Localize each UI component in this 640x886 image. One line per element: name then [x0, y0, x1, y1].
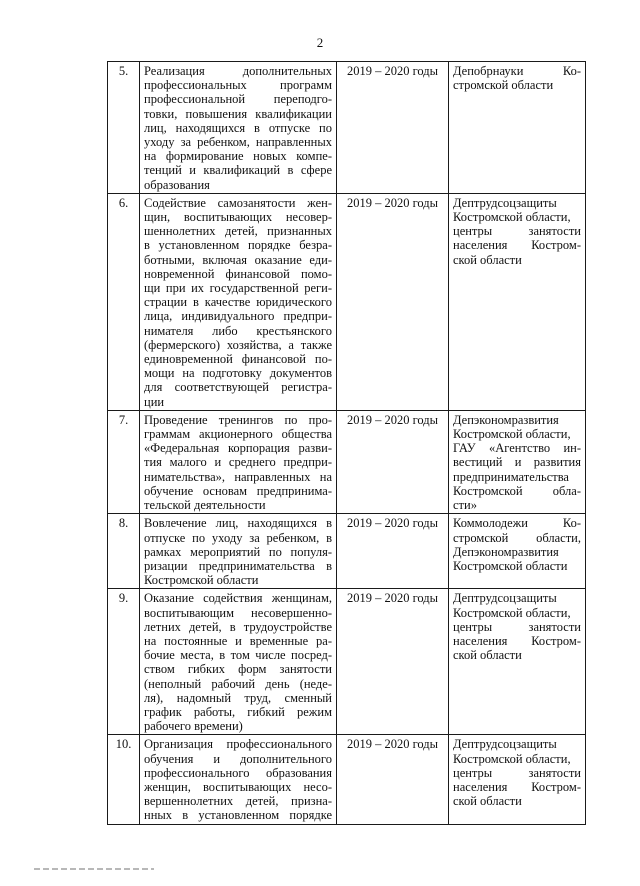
- executor-line: населения Костром-: [453, 779, 581, 794]
- description-line: Реализация дополнительных: [144, 64, 332, 78]
- description-line: профессиональной переподго-: [144, 92, 332, 107]
- executor-line: предпринимательства: [453, 469, 569, 484]
- implementation-period: 2019 – 2020 годы: [337, 735, 449, 824]
- description-line: для соответствующей регистра-: [144, 380, 332, 395]
- row-number: 7.: [108, 410, 140, 513]
- executor-line: Депэкономразвития: [453, 412, 559, 427]
- executor-line: Костромской области,: [453, 210, 571, 225]
- row-number: 6.: [108, 193, 140, 410]
- row-number: 5.: [108, 62, 140, 194]
- responsible-executors: [449, 410, 586, 513]
- measure-description: [140, 410, 337, 513]
- description-line: женщин, воспитывающих несо-: [144, 779, 332, 794]
- description-line: мощи на подготовку документов: [144, 366, 332, 381]
- table-row: [108, 193, 586, 410]
- executor-line: Костромской области: [453, 558, 568, 573]
- description-line: граммам акционерного общества: [144, 427, 332, 442]
- description-line: график работы, гибкий режим: [144, 704, 332, 719]
- description-line: на постоянные и временные ра-: [144, 633, 332, 648]
- implementation-period: 2019 – 2020 годы: [337, 62, 449, 194]
- executor-line: стромской области: [453, 78, 554, 93]
- description-line: Оказание содействия женщинам,: [144, 591, 332, 606]
- description-line: в установленном порядке безра-: [144, 238, 332, 253]
- executor-line: центры занятости: [453, 765, 581, 780]
- description-line: «Федеральная корпорация разви-: [144, 441, 332, 456]
- responsible-executors: [449, 735, 586, 824]
- description-line: ризации предпринимательства в: [144, 558, 332, 573]
- executor-line: Дептрудсоцзащиты: [453, 591, 557, 606]
- executor-line: сти»: [453, 498, 477, 513]
- row-number: 8.: [108, 514, 140, 589]
- implementation-period: 2019 – 2020 годы: [337, 193, 449, 410]
- description-line: Проведение тренингов по про-: [144, 412, 332, 427]
- description-line: новременной финансовой помо-: [144, 266, 332, 281]
- description-line: нных в установленном порядке: [144, 808, 332, 823]
- description-line: вершеннолетних детей, призна-: [144, 794, 332, 809]
- executor-line: населения Костром-: [453, 238, 581, 253]
- executor-line: центры занятости: [453, 224, 581, 239]
- executor-line: Депэкономразвития: [453, 544, 559, 559]
- measure-description: [140, 514, 337, 589]
- description-line: единовременной финансовой по-: [144, 352, 332, 367]
- measure-description: [140, 735, 337, 824]
- table-row: [108, 410, 586, 513]
- description-line: воспитывающим несовершенно-: [144, 605, 332, 620]
- description-line: бочие места, в том числе посред-: [144, 648, 332, 663]
- executor-line: вестиций и развития: [453, 455, 581, 470]
- implementation-period: 2019 – 2020 годы: [337, 589, 449, 735]
- table-row: [108, 735, 586, 824]
- description-line: ля), надомный труд, сменный: [144, 690, 332, 705]
- executor-line: ской области: [453, 648, 522, 663]
- executor-line: Костромской области,: [453, 751, 571, 766]
- description-line: тия малого и среднего предпри-: [144, 455, 332, 470]
- executor-line: Коммолодежи Ко-: [453, 516, 581, 531]
- description-line: (неполный рабочий день (неде-: [144, 676, 332, 691]
- description-line: лиц, находящихся в отпуске по: [144, 120, 332, 135]
- description-line: профессиональных программ: [144, 78, 332, 93]
- description-line: ции: [144, 394, 165, 409]
- executor-line: Дептрудсоцзащиты: [453, 737, 557, 752]
- description-line: образования: [144, 177, 210, 192]
- description-line: лица, индивидуального предпри-: [144, 309, 332, 324]
- footer-scan-mark: [34, 868, 154, 870]
- executor-line: Костромской обла-: [453, 483, 581, 498]
- description-line: Организация профессионального: [144, 737, 332, 752]
- executor-line: Костромской области,: [453, 605, 571, 620]
- description-line: рабочего времени): [144, 719, 243, 734]
- description-line: ством гибких форм занятости: [144, 662, 332, 677]
- description-line: рамках мероприятий по популя-: [144, 544, 332, 559]
- description-line: щин, воспитывающих несовер-: [144, 210, 332, 225]
- description-line: товки, повышения квалификации: [144, 106, 332, 121]
- implementation-period: 2019 – 2020 годы: [337, 410, 449, 513]
- description-line: профессионального образования: [144, 765, 332, 780]
- description-line: Костромской области: [144, 573, 259, 588]
- executor-line: населения Костром-: [453, 633, 581, 648]
- table-row: [108, 514, 586, 589]
- description-line: Вовлечение лиц, находящихся в: [144, 516, 332, 531]
- responsible-executors: [449, 514, 586, 589]
- executor-line: ской области: [453, 794, 522, 809]
- description-line: шеннолетних детей, признанных: [144, 224, 332, 239]
- measure-description: [140, 193, 337, 410]
- description-line: страции в качестве юридического: [144, 295, 332, 310]
- description-line: обучение основам предпринима-: [144, 483, 332, 498]
- description-line: уходу за ребенком, направленных: [144, 135, 332, 150]
- measure-description: [140, 589, 337, 735]
- executor-line: стромской области,: [453, 530, 581, 545]
- responsible-executors: [449, 193, 586, 410]
- description-line: отпуске по уходу за ребенком, в: [144, 530, 332, 545]
- table-row: [108, 62, 586, 194]
- description-line: ботными, включая оказание еди-: [144, 252, 332, 267]
- executor-line: Костромской области,: [453, 427, 571, 442]
- executor-line: Депобрнауки Ко-: [453, 64, 581, 78]
- measures-table: [107, 61, 586, 825]
- description-line: Содействие самозанятости жен-: [144, 195, 332, 210]
- measure-description: [140, 62, 337, 194]
- page-number: 2: [316, 35, 324, 50]
- description-line: на формирование новых компе-: [144, 149, 332, 164]
- executor-line: Дептрудсоцзащиты: [453, 195, 557, 210]
- description-line: обучения и дополнительного: [144, 751, 332, 766]
- description-line: летних детей, в трудоустройстве: [144, 619, 332, 634]
- description-line: тенций и квалификаций в сфере: [144, 163, 332, 178]
- row-number: 9.: [108, 589, 140, 735]
- row-number: 10.: [108, 735, 140, 824]
- executor-line: ской области: [453, 252, 522, 267]
- description-line: нимательства», направленных на: [144, 469, 332, 484]
- responsible-executors: [449, 589, 586, 735]
- table-body: [108, 62, 586, 825]
- implementation-period: 2019 – 2020 годы: [337, 514, 449, 589]
- description-line: щи при их государственной реги-: [144, 281, 332, 296]
- description-line: тельской деятельности: [144, 498, 266, 513]
- executor-line: центры занятости: [453, 619, 581, 634]
- responsible-executors: [449, 62, 586, 194]
- executor-line: ГАУ «Агентство ин-: [453, 441, 581, 456]
- table-row: [108, 589, 586, 735]
- description-line: (фермерского) хозяйства, а также: [144, 337, 332, 352]
- description-line: нимателя либо крестьянского: [144, 323, 332, 338]
